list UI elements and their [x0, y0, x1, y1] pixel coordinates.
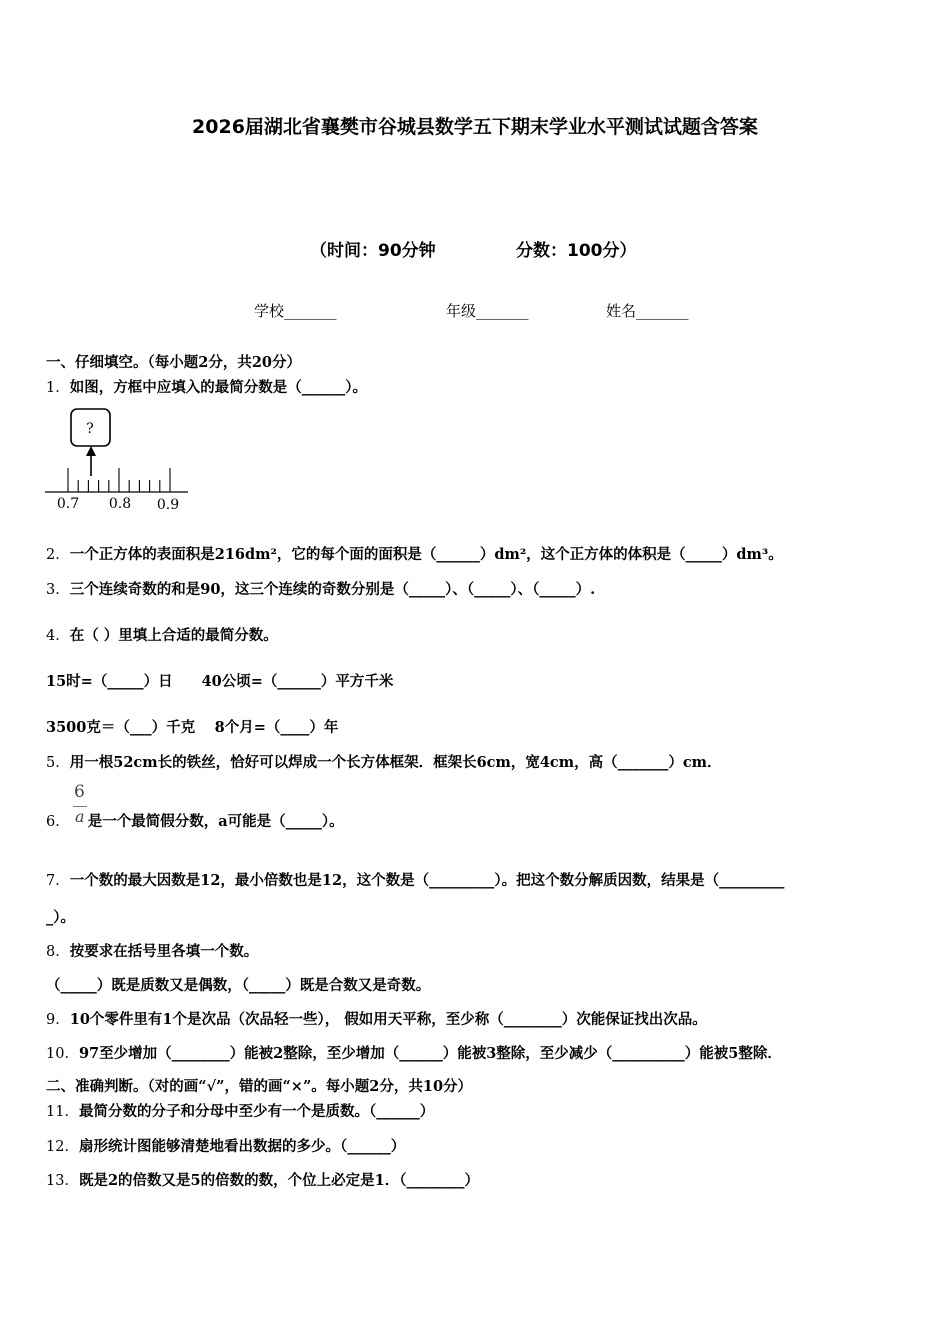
- tick-label: 0.8: [108, 496, 132, 512]
- question-11: [46, 1100, 434, 1121]
- question-text: 既是2的倍数又是5的倍数的数，个位上必定是1．（________）: [78, 1172, 479, 1189]
- time-label: （时间：90分钟: [310, 241, 436, 261]
- question-7: [46, 869, 784, 890]
- fraction-denominator: a: [75, 807, 85, 826]
- question-number: 13．: [46, 1173, 79, 1189]
- question-text: 一个正方体的表面积是216dm²，它的每个面的面积是（______）dm²，这个正方体的体积是（_____）dm³。: [69, 546, 783, 563]
- question-text: 在（ ）里填上合适的最简分数。: [69, 627, 278, 644]
- question-text: 按要求在括号里各填一个数。: [69, 943, 259, 960]
- question-number: 10．: [46, 1046, 79, 1062]
- question-4: [46, 624, 278, 645]
- question-8a: （_____）既是质数又是偶数，（_____）既是合数又是奇数。: [46, 977, 431, 994]
- question-text: 用一根52cm长的铁丝，恰好可以焊成一个长方体框架．框架长6cm，宽4cm，高（_______）cm．: [69, 754, 722, 771]
- question-text: 三个连续奇数的和是90，这三个连续的奇数分别是（_____）、（_____）、（_____）.: [69, 581, 596, 598]
- question-12: [46, 1135, 405, 1156]
- answer-box-label: ?: [86, 421, 94, 437]
- question-number: 6．: [46, 814, 70, 830]
- number-line-figure: [40, 404, 200, 516]
- question-text: 一个数的最大因数是12，最小倍数也是12，这个数是（_________）。把这个数分解质因数，结果是（_________: [69, 872, 785, 889]
- page-title: 2026届湖北省襄樊市谷城县数学五下期末学业水平测试试题含答案: [192, 116, 758, 138]
- question-number: 8．: [46, 944, 70, 960]
- tick-marks: [68, 468, 170, 492]
- fraction-numerator: 6: [74, 782, 85, 802]
- question-text: 97至少增加（________）能被2整除，至少增加（______）能被3整除，至少减少（__________）能被5整除．: [78, 1045, 782, 1062]
- question-5: [46, 751, 722, 772]
- tick-label: 0.7: [56, 496, 80, 512]
- tick-label: 0.9: [156, 497, 180, 513]
- section1-header: 一、仔细填空。（每小题2分，共20分）: [46, 354, 302, 371]
- question-3: [46, 578, 595, 599]
- question-number: 11．: [46, 1104, 79, 1120]
- school-field: 学校_______: [254, 302, 337, 320]
- question-13: [46, 1169, 479, 1190]
- question-number: 9．: [46, 1012, 70, 1028]
- section2-header: 二、准确判断。（对的画“√”，错的画“×”。每小题2分，共10分）: [46, 1078, 473, 1095]
- question-4a: 15时=（_____）日 40公顷=（______）平方千米: [46, 673, 394, 690]
- question-text: 最简分数的分子和分母中至少有一个是质数。（______）: [78, 1103, 435, 1120]
- question-number: 1．: [46, 380, 70, 396]
- question-text: 是一个最简假分数，a可能是（_____）。: [87, 813, 344, 830]
- question-2: [46, 543, 783, 564]
- question-number: 12．: [46, 1139, 79, 1155]
- question-8: [46, 940, 258, 961]
- question-number: 4．: [46, 628, 70, 644]
- score-label: 分数：100分）: [516, 241, 637, 261]
- question-number: 5．: [46, 755, 70, 771]
- name-field: 姓名_______: [606, 302, 689, 320]
- question-7-cont: _）。: [46, 909, 75, 926]
- question-text: 扇形统计图能够清楚地看出数据的多少。（______）: [78, 1138, 406, 1155]
- question-10: [46, 1042, 782, 1063]
- question-6: [46, 810, 344, 831]
- question-1: [46, 376, 367, 397]
- question-4b: 3500克＝（___）千克 8个月=（____）年: [46, 719, 339, 736]
- question-text: 10个零件里有1个是次品（次品轻一些）， 假如用天平称，至少称（________）次能保证找出次品。: [69, 1011, 707, 1028]
- arrow-up-icon: [86, 446, 96, 456]
- question-number: 3．: [46, 582, 70, 598]
- question-9: [46, 1008, 707, 1029]
- grade-field: 年级_______: [446, 302, 529, 320]
- question-number: 7．: [46, 873, 70, 889]
- question-text: 如图，方框中应填入的最简分数是（______）。: [69, 379, 367, 396]
- question-number: 2．: [46, 547, 70, 563]
